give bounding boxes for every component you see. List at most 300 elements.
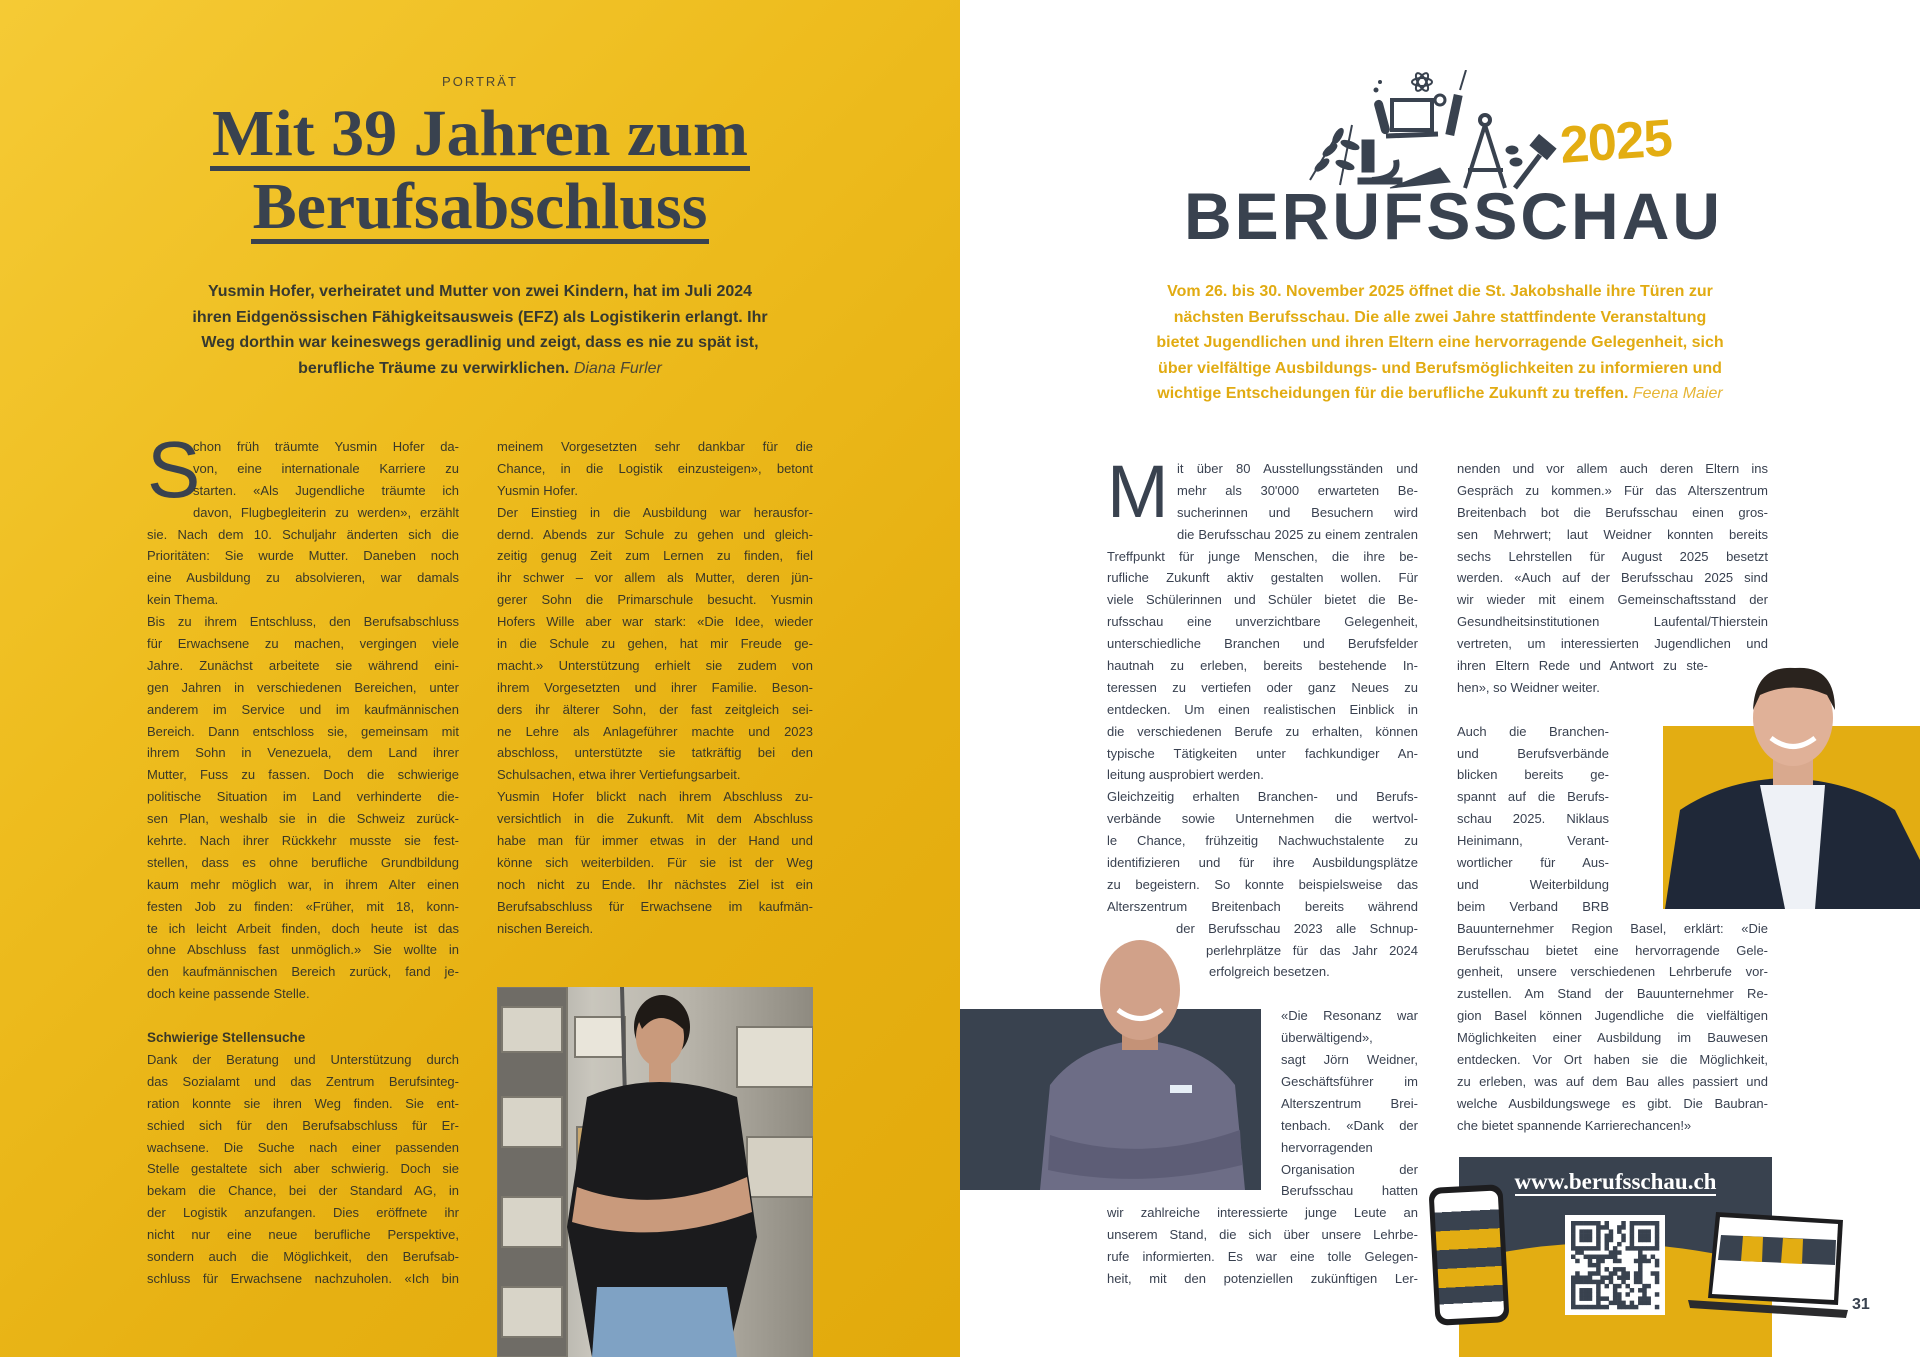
text-line: genheit, unsere verschiedenen Lehrberufe vor- (1457, 964, 1768, 980)
qr-module (1651, 1246, 1655, 1250)
text-line: chon früh träumte Yusmin Hofer da- (193, 439, 459, 454)
text-line: versichtlich in die Zukunft. Mit dem Abschluss (497, 811, 813, 827)
qr-module (1621, 1275, 1625, 1279)
qr-module (1596, 1246, 1600, 1250)
text-line: Bereich. Dann entschloss sie, gemeinsam mit (147, 723, 459, 739)
qr-module (1588, 1229, 1592, 1233)
qr-module (1579, 1246, 1583, 1250)
qr-module (1596, 1234, 1600, 1238)
text-line: sen Mehrwert; laut Weidner konnten bereits (1457, 526, 1768, 542)
text-line: eine Ausbildung zu absolvieren, war damals (147, 570, 459, 586)
qr-module (1655, 1305, 1659, 1309)
qr-module (1592, 1263, 1596, 1267)
text-line: meinem Vorgesetzten sehr dankbar für die (497, 439, 813, 454)
qr-module (1592, 1255, 1596, 1259)
qr-module (1642, 1259, 1646, 1263)
text-line: nicht nur eine neue berufliche Perspektive, (147, 1227, 459, 1243)
title-line-2: Berufsabschluss (252, 170, 708, 243)
qr-module (1642, 1229, 1646, 1233)
qr-module (1621, 1238, 1625, 1242)
text-line: abschloss, unterstützte sie tatkräftig bei den (497, 745, 813, 761)
qr-module (1596, 1225, 1600, 1229)
text-line: gen Jahren in verschiedenen Bereichen, unter (147, 679, 459, 695)
qr-module (1634, 1275, 1638, 1279)
lead-line: nächsten Berufsschau. Die alle zwei Jahre stattfindente Veranstaltung (1173, 308, 1707, 326)
qr-module (1575, 1271, 1579, 1275)
qr-module (1651, 1271, 1655, 1275)
qr-module (1651, 1221, 1655, 1225)
qr-module (1630, 1301, 1634, 1305)
leaf-branch-icon (1310, 125, 1359, 185)
qr-module (1617, 1301, 1621, 1305)
qr-module (1605, 1255, 1609, 1259)
qr-module (1646, 1301, 1650, 1305)
qr-module (1638, 1250, 1642, 1254)
qr-module (1588, 1238, 1592, 1242)
warehouse-photo (497, 987, 813, 1357)
qr-module (1575, 1221, 1579, 1225)
logo-year: 2025 (1558, 109, 1674, 175)
qr-module (1575, 1259, 1579, 1263)
text-line: erfolgreich besetzen. (1209, 964, 1330, 980)
qr-module (1655, 1225, 1659, 1229)
text-line: Dank der Beratung und Unterstützung durch (147, 1051, 459, 1067)
qr-module (1596, 1238, 1600, 1242)
text-line: welche Ausbildungswege es gibt. Die Baubran- (1457, 1095, 1768, 1111)
text-line: sagt Jörn Weidner, (1281, 1052, 1418, 1068)
qr-module (1625, 1284, 1629, 1288)
qr-module (1575, 1305, 1579, 1309)
qr-module (1642, 1246, 1646, 1250)
qr-module (1596, 1280, 1600, 1284)
qr-module (1596, 1284, 1600, 1288)
qr-module (1617, 1259, 1621, 1263)
drop-cap: S (147, 425, 201, 514)
text-line: blicken bereits ge- (1457, 767, 1609, 783)
qr-module (1571, 1292, 1575, 1296)
qr-module (1596, 1259, 1600, 1263)
qr-module (1588, 1275, 1592, 1279)
lead-line: Yusmin Hofer, verheiratet und Mutter von zwei Kindern, hat im Juli 2024 (207, 283, 753, 300)
text-line: ihren Eltern Rede und Antwort zu ste- (1457, 658, 1708, 674)
text-line: sen Plan, weshalb sie in die Schweiz zurück- (147, 811, 459, 827)
text-line: leitung ausprobiert werden. (1107, 767, 1264, 783)
qr-module (1605, 1275, 1609, 1279)
qr-module (1609, 1234, 1613, 1238)
qr-module (1584, 1229, 1588, 1233)
drop-cap: M (1107, 450, 1169, 533)
text-line: der Logistik anzufangen. Dies eröffnete ihr (147, 1205, 459, 1221)
qr-module (1579, 1275, 1583, 1279)
qr-module (1592, 1246, 1596, 1250)
text-line: wir wieder mit einem Gemeinschaftsstand der (1457, 592, 1768, 608)
qr-module (1621, 1271, 1625, 1275)
text-line: ihr schwer – vor allem als Mutter, deren jün- (497, 570, 813, 586)
qr-module (1638, 1271, 1642, 1275)
pills-icon (1506, 146, 1522, 166)
syringe-icon (1446, 70, 1466, 135)
qr-module (1571, 1280, 1575, 1284)
lead-line-last (140, 356, 820, 382)
qr-module (1571, 1288, 1575, 1292)
text-line: Stelle gestaltete sich aber schwierig. Doch sie (147, 1161, 459, 1177)
qr-module (1600, 1305, 1604, 1309)
compass-icon (1465, 115, 1505, 188)
text-line: macht.» Unterstützung erhielt sie zudem von (497, 657, 813, 673)
qr-module (1600, 1225, 1604, 1229)
qr-module (1609, 1271, 1613, 1275)
qr-module (1655, 1275, 1659, 1279)
paragraph (1107, 1202, 1418, 1290)
text-line: sucherinnen und Besuchern wird (1177, 504, 1418, 520)
qr-module (1655, 1246, 1659, 1250)
qr-module (1596, 1288, 1600, 1292)
text-line: viele Schülerinnen und Schüler bietet die Be- (1107, 592, 1418, 608)
qr-module (1630, 1221, 1634, 1225)
qr-module (1625, 1271, 1629, 1275)
qr-module (1617, 1275, 1621, 1279)
text-line: Alterszentrum Breitenbach bereits während (1107, 898, 1418, 914)
qr-module (1613, 1271, 1617, 1275)
qr-module (1575, 1280, 1579, 1284)
qr-module (1592, 1271, 1596, 1275)
paragraph (147, 611, 459, 1005)
text-line: ders ihr älterer Sohn, der fast zeitgleich sei- (497, 701, 813, 717)
paragraph (497, 786, 813, 939)
text-line: von, eine internationale Karriere zu (193, 460, 459, 476)
text-line: verbände sowie Unternehmen die wertvol- (1107, 811, 1418, 827)
atom-icon (1412, 71, 1432, 92)
text-line: sie. Nach dem 10. Schuljahr änderten sich die (147, 526, 459, 542)
lead-line: berufliche Träume zu verwirklichen. (298, 359, 570, 377)
qr-module (1584, 1305, 1588, 1309)
qr-module (1571, 1225, 1575, 1229)
text-line: heit, mit den potenziellen zukünftigen Ler- (1107, 1270, 1418, 1286)
qr-module (1605, 1238, 1609, 1242)
text-line: Breitenbach bot die Berufsschau einen gros- (1457, 504, 1768, 520)
qr-module (1646, 1284, 1650, 1288)
qr-module (1584, 1275, 1588, 1279)
text-line: den kaufmännischen Bereich zurück, fand je- (147, 964, 459, 980)
text-line: spannt auf die Berufs- (1457, 789, 1609, 805)
qr-module (1588, 1292, 1592, 1296)
qr-module (1571, 1301, 1575, 1305)
qr-module (1646, 1246, 1650, 1250)
article-lead (140, 279, 820, 381)
qr-module (1638, 1288, 1642, 1292)
text-line: typische Tätigkeiten unter fachkundiger An- (1107, 745, 1418, 761)
text-line: rufe informierten. Es war eine tolle Gelegen- (1107, 1249, 1418, 1265)
text-line: noch nicht zu Ende. Ihr nächstes Ziel ist ein (497, 876, 813, 892)
text-line: Prioritäten: Sie wurde Mutter. Daneben noch (147, 548, 459, 564)
qr-module (1596, 1229, 1600, 1233)
qr-module (1646, 1238, 1650, 1242)
qr-module (1571, 1221, 1575, 1225)
text-line: unterschiedliche Branchen und Berufsfelder (1107, 636, 1418, 652)
qr-module (1609, 1280, 1613, 1284)
text-line: und Weiterbildung (1457, 876, 1609, 892)
text-line: dernd. Abends zur Schule zu gehen und gleich- (497, 526, 813, 542)
text-line: ohne Abschluss fast unmöglich.» Sie wollte in (147, 942, 459, 958)
text-line: gerer Sohn die Primarschule besucht. Yusmin (497, 592, 813, 608)
qr-module (1609, 1250, 1613, 1254)
spacer (147, 1005, 459, 1027)
title-line-1: Mit 39 Jahren zum (212, 97, 748, 170)
text-line: entdecken. Um einen realistischen Einblick in (1107, 701, 1418, 717)
qr-module (1584, 1280, 1588, 1284)
text-line: zeitig genug Zeit zum Lernen zu finden, fiel (497, 548, 813, 564)
qr-module (1592, 1305, 1596, 1309)
lead-line: Vom 26. bis 30. November 2025 öffnet die St. Jakobshalle ihre Türen zur (1167, 283, 1713, 300)
qr-module (1579, 1288, 1583, 1292)
text-line: kehrte. Nach ihrer Rückkehr musste sie fest- (147, 833, 459, 849)
qr-module (1642, 1255, 1646, 1259)
text-line: Jahre. Zunächst arbeitete sie während eini- (147, 657, 459, 673)
berufsschau-logo: BERUFSSCHAU (1184, 179, 1724, 253)
smartphone-mockup (1428, 1184, 1509, 1326)
qr-module (1617, 1305, 1621, 1309)
quote-paragraph (1281, 1005, 1418, 1202)
spacer (1457, 699, 1768, 721)
qr-module (1638, 1221, 1642, 1225)
qr-module (1605, 1284, 1609, 1288)
text-line: Auch die Branchen- (1457, 723, 1609, 739)
text-line: starten. «Als Jugendliche träumte ich (193, 482, 459, 498)
qr-module (1596, 1263, 1600, 1267)
qr-module (1655, 1229, 1659, 1233)
qr-module (1579, 1250, 1583, 1254)
text-line: hautnah zu erleben, bereits bestehende In- (1107, 658, 1418, 674)
qr-module (1642, 1234, 1646, 1238)
qr-module (1579, 1296, 1583, 1300)
text-line: hervorragenden (1281, 1139, 1373, 1155)
qr-module (1571, 1246, 1575, 1250)
text-line: teressen zu vertiefen oder ganz Neues zu (1107, 679, 1418, 695)
qr-module (1642, 1288, 1646, 1292)
qr-module (1613, 1255, 1617, 1259)
subheading: Schwierige Stellensuche (147, 1030, 306, 1046)
text-line: ne Lehre als Anlageführer machte und 2023 (497, 723, 813, 739)
qr-module (1638, 1229, 1642, 1233)
qr-module (1584, 1292, 1588, 1296)
qr-module (1579, 1234, 1583, 1238)
text-line: der Berufsschau 2023 alle Schnup- (1176, 920, 1418, 936)
qr-module (1638, 1280, 1642, 1284)
paragraph (147, 1049, 459, 1290)
text-line: ihrem Sohn in Venezuela, dem Land ihrer (147, 745, 459, 761)
qr-module (1655, 1234, 1659, 1238)
lead-line: Weg dorthin war keineswegs geradlinig und zeigt, dass es nie zu spät ist, (201, 334, 759, 351)
qr-module (1646, 1221, 1650, 1225)
qr-module (1634, 1280, 1638, 1284)
qr-module (1638, 1275, 1642, 1279)
qr-module (1588, 1246, 1592, 1250)
qr-module (1651, 1255, 1655, 1259)
column-1 (147, 425, 459, 1290)
text-line: nenden und vor allem auch deren Eltern ins (1457, 461, 1768, 476)
qr-module (1613, 1259, 1617, 1263)
qr-module (1579, 1305, 1583, 1309)
qr-module (1617, 1250, 1621, 1254)
qr-module (1617, 1292, 1621, 1296)
qr-module (1592, 1221, 1596, 1225)
text-line: unserem Stand, die sich über unsere Lehrbe- (1107, 1227, 1418, 1243)
paragraph (1457, 458, 1768, 699)
text-line: ihrem Vorgesetzten und ihrer Familie. Beson- (497, 679, 813, 695)
text-line: gion Basel können Jugendliche die vielfältigen (1457, 1008, 1768, 1024)
text-line: politische Situation im Land verhinderte die- (147, 789, 459, 805)
text-line: ration konnte sie ihren Weg finden. Sie ent- (147, 1095, 459, 1111)
qr-module (1600, 1296, 1604, 1300)
qr-module (1621, 1280, 1625, 1284)
qr-module (1613, 1250, 1617, 1254)
spacer (1107, 983, 1418, 1005)
article-title (0, 98, 960, 244)
qr-module (1617, 1229, 1621, 1233)
qr-module (1588, 1271, 1592, 1275)
text-line: Heinimann, Verant- (1457, 833, 1609, 849)
qr-module (1596, 1255, 1600, 1259)
qr-module (1579, 1238, 1583, 1242)
text-line: Berufsabschluss für Erwachsene im kaufmän- (497, 898, 813, 914)
qr-module (1655, 1238, 1659, 1242)
text-line: hen», so Weidner weiter. (1457, 679, 1600, 695)
text-line: «Die Resonanz war (1281, 1008, 1418, 1024)
qr-module (1630, 1225, 1634, 1229)
text-line: davon, Flugbegleiterin zu werden», erzählt (193, 504, 459, 520)
laptop-graphic (1688, 1210, 1848, 1322)
text-line: Berufsschau hatten (1281, 1183, 1418, 1199)
qr-module (1638, 1246, 1642, 1250)
text-line: zustellen. Am Stand der Bauunternehmer Re- (1457, 986, 1768, 1002)
text-line: Berufsschau bietet eine hervorragende Gele- (1457, 942, 1768, 958)
qr-module (1630, 1242, 1634, 1246)
qr-module (1625, 1275, 1629, 1279)
text-line: vertreten, um interessierten Jugendlichen und (1457, 636, 1768, 652)
lead-line: wichtige Entscheidungen für die berufliche Zukunft zu treffen. (1157, 385, 1629, 402)
text-line: le Chance, frühzeitig Nachwuchstalente zu (1107, 833, 1418, 849)
qr-module (1655, 1263, 1659, 1267)
text-line: tenbach. «Dank der (1281, 1117, 1418, 1133)
text-line: sondern auch die Möglichkeit, den Berufsab- (147, 1248, 459, 1264)
article-lead (1100, 279, 1780, 407)
qr-module (1617, 1296, 1621, 1300)
text-line: te ich leicht Arbeit finden, doch heute ist das (147, 920, 459, 936)
qr-module (1579, 1280, 1583, 1284)
qr-module (1642, 1301, 1646, 1305)
qr-module (1588, 1221, 1592, 1225)
qr-module (1605, 1221, 1609, 1225)
qr-module (1588, 1263, 1592, 1267)
text-line: Yusmin Hofer blickt nach ihrem Abschluss zu- (497, 789, 813, 805)
text-line: werden. «Auch auf der Berufsschau 2025 sind (1457, 570, 1768, 586)
qr-module (1638, 1296, 1642, 1300)
text-line: Gesundheitsinstitutionen Laufental/Thierstein (1457, 614, 1768, 630)
text-line: kein Thema. (147, 592, 219, 608)
text-line: wir zahlreiche interessierte junge Leute an (1107, 1205, 1418, 1221)
text-line: Geschäftsführer im (1281, 1073, 1418, 1089)
qr-module (1617, 1225, 1621, 1229)
qr-module (1584, 1246, 1588, 1250)
qr-module (1630, 1288, 1634, 1292)
text-line: bekam die Chance, bei der Standard AG, in (147, 1183, 459, 1199)
qr-module (1588, 1305, 1592, 1309)
qr-module (1642, 1296, 1646, 1300)
text-line: Yusmin Hofer. (497, 482, 578, 498)
text-line: Schulsachen, etwa ihrer Vertiefungsarbeit. (497, 767, 741, 783)
text-line: perlehrplätze für das Jahr 2024 (1206, 942, 1418, 958)
qr-module (1596, 1271, 1600, 1275)
paragraph (497, 502, 813, 787)
text-line: überwältigend», (1281, 1030, 1373, 1046)
qr-module (1630, 1234, 1634, 1238)
qr-module (1617, 1267, 1621, 1271)
qr-module (1634, 1221, 1638, 1225)
text-line: Gespräch zu kommen.» Für das Alterszentrum (1457, 482, 1768, 498)
column-2 (497, 436, 813, 939)
qr-module (1642, 1292, 1646, 1296)
qr-module (1621, 1267, 1625, 1271)
qr-module (1646, 1229, 1650, 1233)
laptop-icon (1386, 100, 1438, 136)
qr-module (1596, 1296, 1600, 1300)
qr-module (1596, 1301, 1600, 1305)
qr-module (1642, 1284, 1646, 1288)
patterned-pants (592, 1287, 737, 1357)
paragraph (1457, 721, 1609, 918)
qr-code[interactable] (1565, 1215, 1665, 1315)
text-line: Der Einstieg in die Ausbildung war herausfor- (497, 504, 813, 520)
microscope-icon (1358, 140, 1402, 184)
test-tube-icon (1374, 81, 1391, 135)
text-line: entdecken. Vor Ort haben sie die Möglichkeit, (1457, 1052, 1768, 1068)
qr-module (1638, 1234, 1642, 1238)
text-line: beim Verband BRB (1457, 898, 1609, 914)
qr-module (1613, 1301, 1617, 1305)
text-line: Chance, in die Logistik einzusteigen», betont (497, 460, 813, 476)
qr-module (1630, 1246, 1634, 1250)
qr-module (1584, 1296, 1588, 1300)
qr-code-pattern (1565, 1215, 1665, 1315)
author-byline: Feena Maier (1632, 385, 1723, 402)
qr-module (1605, 1305, 1609, 1309)
qr-module (1596, 1267, 1600, 1271)
qr-module (1634, 1305, 1638, 1309)
qr-module (1584, 1234, 1588, 1238)
qr-module (1584, 1288, 1588, 1292)
laptop-mockup (1688, 1210, 1848, 1322)
qr-module (1617, 1242, 1621, 1246)
qr-module (1638, 1255, 1642, 1259)
qr-module (1655, 1271, 1659, 1275)
qr-module (1638, 1259, 1642, 1263)
qr-module (1634, 1246, 1638, 1250)
text-line: Gleichzeitig erhalten Branchen- und Berufs- (1107, 789, 1418, 805)
portrait-photo-woman (497, 987, 813, 1357)
text-line: Möglichkeiten einer Ausbildung im Bauwesen (1457, 1030, 1768, 1046)
text-line: und Berufsverbände (1457, 745, 1609, 761)
qr-module (1579, 1292, 1583, 1296)
website-link[interactable]: www.berufsschau.ch (1514, 1169, 1717, 1194)
qr-module (1579, 1229, 1583, 1233)
qr-module (1600, 1259, 1604, 1263)
qr-module (1605, 1267, 1609, 1271)
qr-module (1600, 1275, 1604, 1279)
qr-module (1605, 1225, 1609, 1229)
qr-module (1630, 1238, 1634, 1242)
qr-module (1609, 1275, 1613, 1279)
qr-module (1638, 1263, 1642, 1267)
